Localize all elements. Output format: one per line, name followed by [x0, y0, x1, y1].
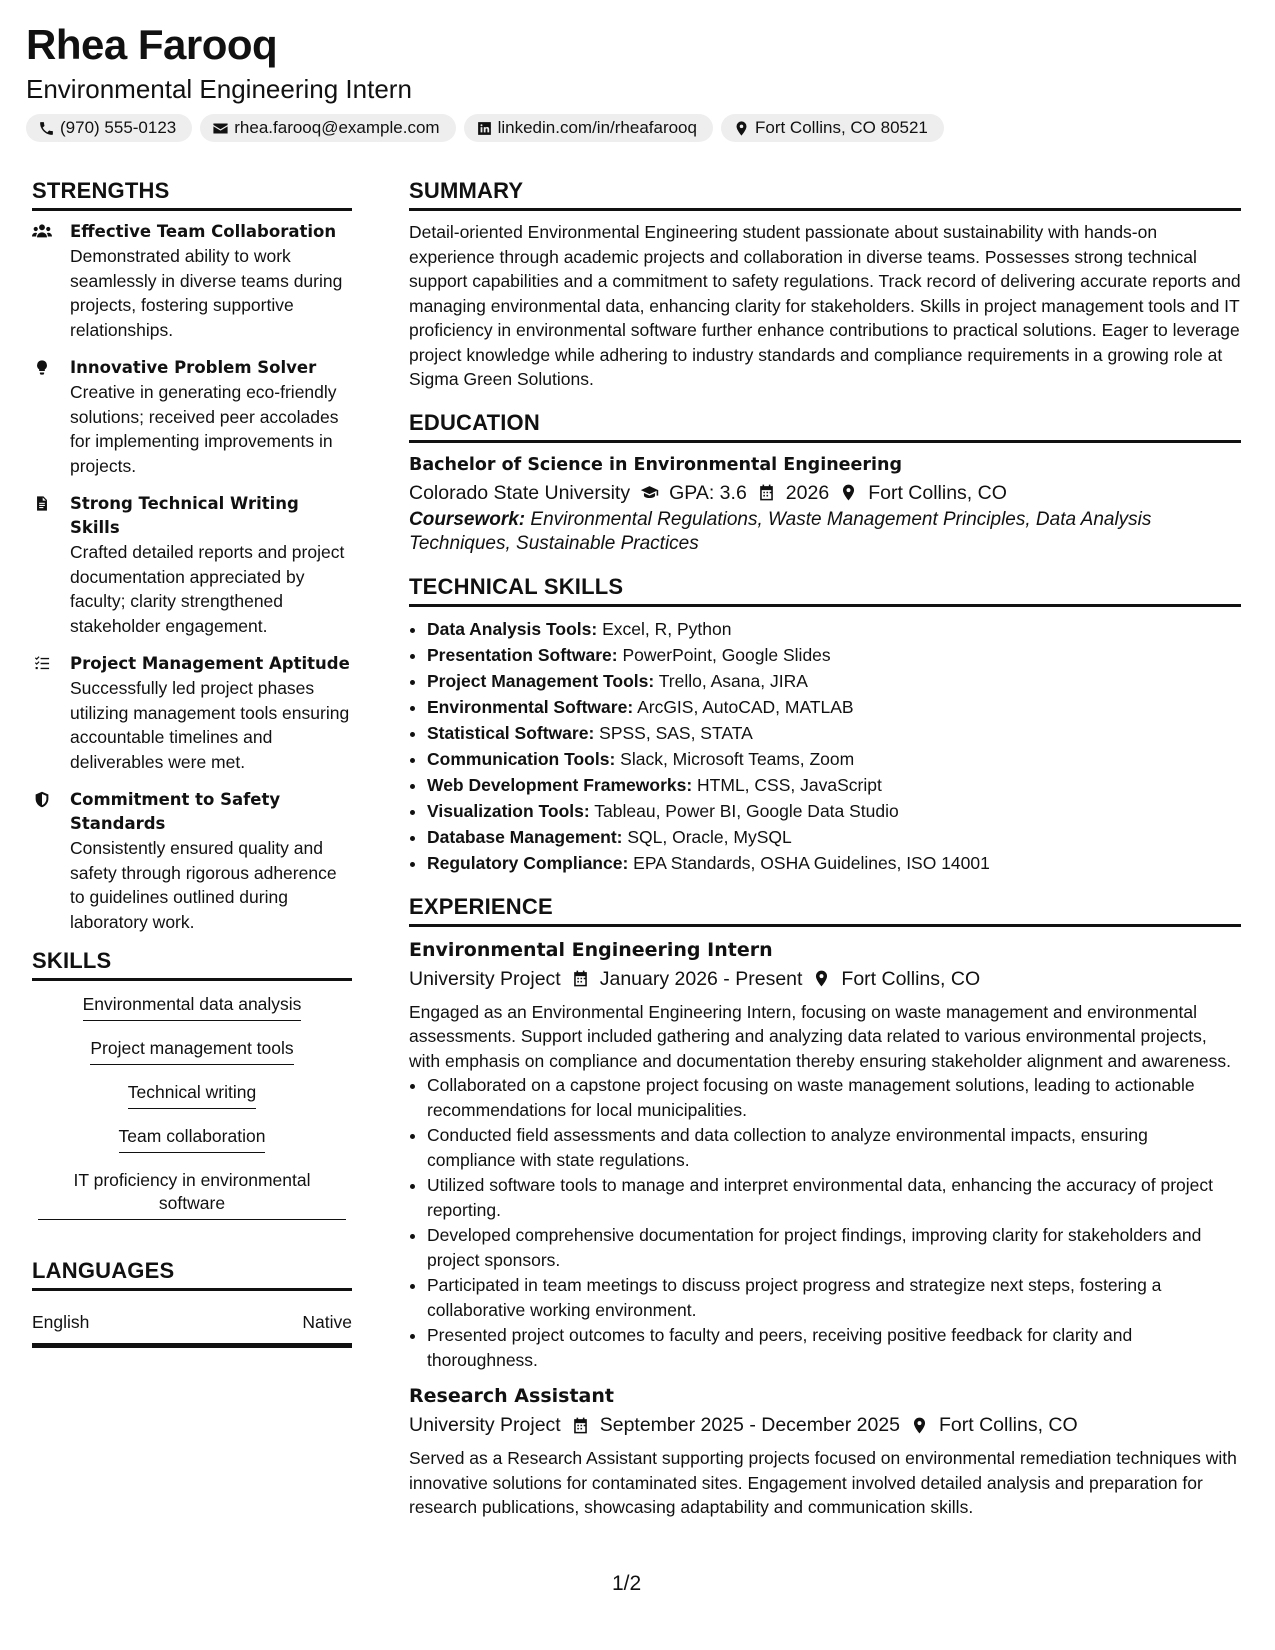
education-year: 2026 — [785, 481, 830, 504]
education-degree: Bachelor of Science in Environmental Engineering — [409, 454, 903, 475]
experience-heading: EXPERIENCE — [409, 894, 1241, 927]
language-level: Native — [302, 1312, 352, 1332]
job-bullets — [409, 1073, 1241, 1372]
contact-phone-text: (970) 555-0123 — [60, 118, 177, 137]
strength-title: Innovative Problem Solver — [70, 358, 317, 377]
location-pin-icon — [910, 1416, 929, 1435]
education-school: Colorado State University — [409, 481, 631, 504]
strength-desc: Demonstrated ability to work seamlessly in diverse teams during projects, fostering supportive relationships. — [70, 246, 343, 340]
list-check-icon — [32, 655, 52, 672]
job-location: Fort Collins, CO — [841, 967, 981, 990]
strengths-heading: STRENGTHS — [32, 178, 352, 211]
tech-skill-item — [427, 668, 1241, 694]
tech-skill-value: Tableau, Power BI, Google Data Studio — [594, 800, 899, 821]
location-pin-icon — [733, 120, 750, 137]
job-description: Engaged as an Environmental Engineering Intern, focusing on waste management and environmental assessments. Support included gathering and analyzing data related to various environmental projects, with emphasis on compliance and documentation thereby ensuring stakeholder alignment and awareness. — [409, 1001, 1232, 1071]
tech-skill-label: Database Management: — [427, 826, 623, 847]
tech-skill-item — [427, 720, 1241, 746]
document-icon — [32, 495, 52, 512]
calendar-icon — [757, 483, 776, 502]
page-indicator: 1/2 — [612, 1572, 642, 1595]
skill-item: Technical writing — [128, 1081, 256, 1109]
right-column — [409, 178, 1241, 1520]
location-pin-icon — [812, 969, 831, 988]
job-bullet: • Participated in team meetings to discuss project progress and strategize next steps, fostering a collaborative working environment. — [427, 1273, 1241, 1322]
tech-skill-label: Environmental Software: — [427, 696, 634, 717]
tech-skill-item — [427, 772, 1241, 798]
tech-skill-item — [427, 616, 1241, 642]
candidate-name: Rhea Farooq — [26, 21, 278, 68]
job-location: Fort Collins, CO — [938, 1414, 1078, 1436]
linkedin-icon — [476, 120, 493, 137]
strength-item — [32, 788, 352, 934]
phone-icon — [38, 120, 55, 137]
tech-skill-value: Slack, Microsoft Teams, Zoom — [620, 748, 855, 769]
languages-heading: LANGUAGES — [32, 1258, 352, 1291]
language-name: English — [32, 1312, 90, 1332]
tech-skill-item — [427, 850, 1241, 876]
tech-skill-value: ArcGIS, AutoCAD, MATLAB — [637, 696, 854, 717]
education-meta — [409, 478, 1241, 508]
tech-skill-label: Regulatory Compliance: — [427, 852, 629, 873]
left-column — [32, 178, 352, 1348]
tech-skill-item — [427, 798, 1241, 824]
job-bullet: • Collaborated on a capstone project focusing on waste management solutions, leading to actionable recommendations for local municipalities. — [427, 1073, 1241, 1122]
strength-desc: Creative in generating eco-friendly solutions; received peer accolades for implementing improvements in projects. — [70, 382, 339, 476]
job-meta — [409, 964, 1241, 994]
strength-title: Project Management Aptitude — [70, 654, 350, 673]
job-title: Environmental Engineering Intern — [409, 938, 773, 961]
graduation-cap-icon — [640, 483, 659, 502]
tech-skill-item — [427, 824, 1241, 850]
technical-skills-heading: TECHNICAL SKILLS — [409, 574, 1241, 607]
contact-linkedin-text: linkedin.com/in/rheafarooq — [497, 118, 697, 137]
tech-skill-value: HTML, CSS, JavaScript — [697, 774, 882, 795]
contact-email[interactable] — [200, 114, 455, 142]
coursework-label: Coursework: — [409, 508, 526, 530]
strength-title: Effective Team Collaboration — [70, 222, 337, 241]
skill-item: IT proficiency in environmental software — [38, 1169, 346, 1220]
strength-title: Strong Technical Writing Skills — [70, 494, 299, 537]
strength-title: Commitment to Safety Standards — [70, 790, 281, 833]
education-coursework — [409, 508, 1241, 556]
calendar-icon — [571, 969, 590, 988]
shield-icon — [32, 791, 52, 808]
tech-skill-label: Communication Tools: — [427, 748, 616, 769]
tech-skill-item — [427, 694, 1241, 720]
candidate-title: Environmental Engineering Intern — [26, 74, 412, 104]
strength-item — [32, 492, 352, 638]
tech-skill-value: PowerPoint, Google Slides — [622, 644, 831, 665]
job-title: Research Assistant — [409, 1385, 614, 1407]
strength-item — [32, 356, 352, 478]
contact-linkedin[interactable] — [464, 114, 713, 142]
calendar-icon — [571, 1416, 590, 1435]
tech-skill-label: Web Development Frameworks: — [427, 774, 693, 795]
education-gpa: GPA: 3.6 — [669, 481, 747, 504]
summary-heading: SUMMARY — [409, 178, 1241, 211]
job-bullet: • Presented project outcomes to faculty and peers, receiving positive feedback for clarity and thoroughness. — [427, 1323, 1241, 1372]
tech-skill-label: Project Management Tools: — [427, 670, 655, 691]
strength-item — [32, 652, 352, 774]
skill-item: Environmental data analysis — [83, 993, 302, 1021]
experience-entry — [409, 1382, 1241, 1520]
technical-skills-list — [409, 616, 1241, 876]
contact-location[interactable] — [721, 114, 944, 142]
contact-location-text: Fort Collins, CO 80521 — [754, 118, 928, 137]
experience-entry — [409, 936, 1241, 1373]
tech-skill-label: Visualization Tools: — [427, 800, 590, 821]
strength-desc: Crafted detailed reports and project documentation appreciated by faculty; clarity strengthened stakeholder engagement. — [70, 542, 345, 636]
job-bullet: • Conducted field assessments and data collection to analyze environmental impacts, ensuring compliance with state regulations. — [427, 1123, 1241, 1172]
tech-skill-value: Excel, R, Python — [602, 618, 732, 639]
skill-item: Project management tools — [90, 1037, 293, 1065]
job-org: University Project — [409, 1414, 561, 1436]
summary-text: Detail-oriented Environmental Engineering student passionate about sustainability with hands-on experience through academic projects and collaboration in diverse teams. Possesses strong technical support capabilities and a commitment to safety regulations. Track record of delivering accurate reports and managing environmental data, enhancing clarity for stakeholders. Skills in project management tools and IT proficiency in environmental software further enhance contributions to practical solutions. Eager to leverage project knowledge while adhering to industry standards and compliance requirements in a growing role at Sigma Green Solutions. — [409, 222, 1241, 389]
job-org: University Project — [409, 967, 561, 990]
job-bullet: • Developed comprehensive documentation for project findings, improving clarity for stakeholders and project sponsors. — [427, 1223, 1241, 1272]
tech-skill-value: EPA Standards, OSHA Guidelines, ISO 14001 — [633, 852, 990, 873]
contact-email-text: rhea.farooq@example.com — [234, 118, 440, 137]
job-bullet: • Utilized software tools to manage and interpret environmental data, enhancing the accuracy of project reporting. — [427, 1173, 1241, 1222]
language-row — [32, 1300, 352, 1348]
strength-item — [32, 220, 352, 342]
location-pin-icon — [839, 483, 858, 502]
skills-heading: SKILLS — [32, 948, 352, 981]
users-icon — [32, 223, 52, 240]
job-dates: January 2026 - Present — [599, 967, 803, 990]
job-description: Served as a Research Assistant supporting projects focused on environmental remediation techniques with innovative solutions for contaminated sites. Engagement involved detailed analysis and preparation for research publications, showcasing adaptability and communication skills. — [409, 1448, 1237, 1517]
strength-desc: Successfully led project phases utilizing management tools ensuring accountable timelines and deliverables were met. — [70, 678, 350, 772]
tech-skill-value: Trello, Asana, JIRA — [658, 670, 808, 691]
tech-skill-label: Statistical Software: — [427, 722, 595, 743]
envelope-icon — [212, 120, 229, 137]
education-heading: EDUCATION — [409, 410, 1241, 443]
tech-skill-value: SPSS, SAS, STATA — [599, 722, 753, 743]
contact-bar — [26, 114, 944, 142]
tech-skill-label: Presentation Software: — [427, 644, 618, 665]
education-location: Fort Collins, CO — [868, 481, 1007, 504]
lightbulb-icon — [32, 359, 52, 376]
skill-item: Team collaboration — [119, 1125, 266, 1153]
tech-skill-item — [427, 746, 1241, 772]
job-meta — [409, 1410, 1241, 1440]
skills-list — [32, 993, 352, 1220]
tech-skill-label: Data Analysis Tools: — [427, 618, 598, 639]
coursework-text: Environmental Regulations, Waste Management Principles, Data Analysis Techniques, Sustainable Practices — [409, 508, 1152, 554]
tech-skill-item — [427, 642, 1241, 668]
contact-phone[interactable] — [26, 114, 192, 142]
tech-skill-value: SQL, Oracle, MySQL — [627, 826, 792, 847]
job-dates: September 2025 - December 2025 — [599, 1414, 900, 1436]
strength-desc: Consistently ensured quality and safety through rigorous adherence to guidelines outlined during laboratory work. — [70, 838, 337, 932]
